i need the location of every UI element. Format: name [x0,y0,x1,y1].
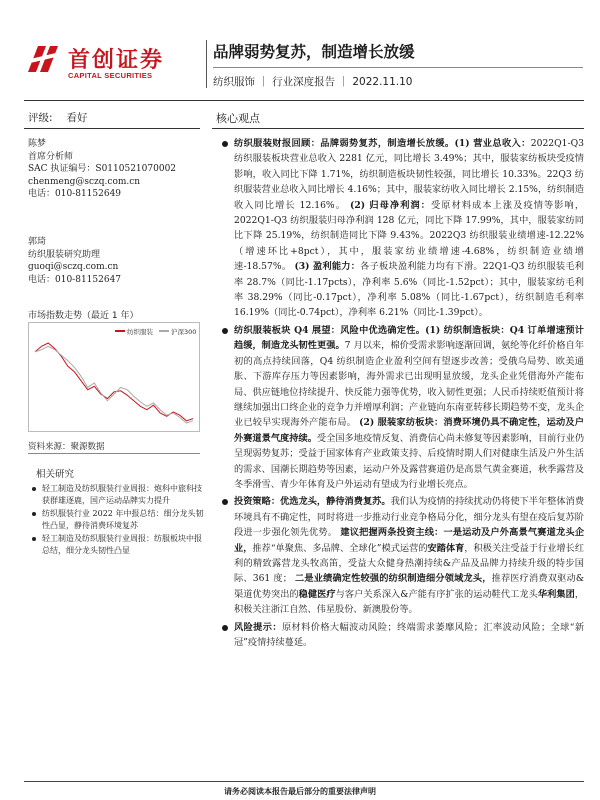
legend-label: 纺织服装 [127,328,153,336]
rating-value: 看好 [66,112,88,124]
legend-label: 沪深300 [171,328,197,336]
bullet-icon [32,512,36,516]
series-line [35,343,193,421]
related-research-list [28,483,204,558]
series-line [35,346,193,423]
analyst-block [28,138,176,201]
chart-title: 市场指数走势（最近 1 年） [28,311,139,321]
company-logo [24,40,204,88]
related-research-item[interactable]: 轻工制造及纺织服装行业周报：炮科中旅科技获群雄逐鹿，国产运动品牌实力提升 [28,483,204,506]
analyst-email[interactable]: chenmeng@sczq.com.cn [28,176,141,187]
bullet-q4-outlook: 纺织服装板块 Q4 展望：风险中优选确定性。(1) 纺织制造板块：Q4 订单增速预计趋缓，制造龙头韧性更强。7 月以来，棉价受需求影响逐渐回调，氨纶等化纤价格自年初的高点持续回落，Q4 纺织制造企业盈利空间有望逐步改善；受俄乌局势、欧美通胀、下游库存压力等因素影响，海外需求已出现明显放缓，龙头企业凭借海外产能布局、供应链地位持续提升、快反能力强等优势，收入韧性更强；人民币持续贬值预计将继续加强出口终企业的竞争力并增厚利润；产业链向东南亚转移长期趋势不变，龙头企业已较早实现海外产能布局。 (2) 服装家纺板块：消费环境仍具不确定性，运动及户外赛道景气度持续。受全国多地疫情反复、消费信心尚未修复等因素影响，目前行业仍呈现弱势复苏；受益于国家体育产业政策支持、后疫情时期人们对健康生活及户外生活的需求、国潮长期趋势等因素，运动户外及露营赛道仍是高景气黄金赛道，秋季露营及冬季滑雪、青少年体育及户外运动有望成为行业增长亮点。 [216,323,584,492]
bullet-icon [222,328,228,334]
chart-source: 资料来源：聚源数据 [28,442,105,452]
analyst-role: 纺织服装研究助理 [28,249,101,260]
rating-label: 评级: [28,112,53,124]
core-views-body [216,136,584,650]
legal-disclaimer: 请务必阅读本报告最后部分的重要法律声明 [224,786,376,796]
index-trend-chart [28,322,200,432]
footer-rule [24,781,584,782]
sidebar-rule [24,128,200,129]
report-title: 品牌弱势复苏，制造增长放缓 [213,43,415,61]
capital-securities-logo-icon [24,42,64,76]
chart-source-rule [28,453,200,454]
related-research-item[interactable]: 轻工制造及纺织服装行业周报：纺服板块中报总结，细分龙头韧性凸显 [28,533,204,556]
brand-name-en: CAPITAL SECURITIES [68,71,153,80]
analyst-name: 陈梦 [28,139,47,149]
related-research-title: 相关研究 [36,469,75,480]
bullet-icon [222,141,228,147]
main-rule [212,128,584,129]
bullet-icon [222,625,228,631]
bullet-icon [32,487,36,491]
bullet-financial-review: 纺织服装财报回顾：品牌弱势复苏，制造增长放缓。(1) 营业总收入：2022Q1-Q3 纺织服装板块营业总收入 2281 亿元，同比增长 3.49%；其中，服装家纺板块受疫情影响，收入同比下降 1.71%，纺织制造板块韧性较强，同比增长 10.33%。22Q3 纺织服装营业总收入同比增长 4.16%；其中，服装家纺收入同比增长 2.15%，纺织制造收入同比增长 12.16%。 (2) 归母净利润：受原材料成本上涨及疫情等影响，2022Q1-Q3 纺织服装归母净利润 128 亿元，同比下降 17.99%，其中，服装家纺同比下降 25.19%，纺织制造同比下降 9.43%。2022Q3 纺织服装业绩增速-12.22%（增速环比+8pct），其中，服装家纺业绩增速-4.68%，纺织制造业绩增速-18.57%。 (3) 盈利能力：各子板块盈利能力均有下滑。22Q1-Q3 纺织服装毛利率 28.7%（同比-1.17pcts），净利率 5.6%（同比-1.52pct）；其中，服装家纺毛利率 38.29%（同比-0.17pct），净利率 5.08%（同比-1.67pct），纺织制造毛利率 16.19%（同比-0.74pct），净利率 6.21%（同比-1.39pct）。 [216,136,584,321]
analyst-phone: 电话：010-81152649 [28,189,122,199]
report-subtitle: 纺织服饰 ｜ 行业深度报告 ｜ 2022.11.10 [213,76,413,88]
bullet-investment-strategy: 投资策略：优选龙头，静待消费复苏。我们认为疫情的持续扰动仍将使下半年整体消费环境具有不确定性，同时将进一步推动行业竞争格局分化，细分龙头有望在疫后复苏阶段进一步强化领先优势。 建议把握两条投资主线：一是运动及户外高景气赛道龙头企业，推荐“单聚焦、多品牌、全球化”模式运营的安踏体育，积极关注受益于行业增长红利的精致露营龙头牧高笛，受益大众健身热潮持续&产品及品牌力持续升级的特步国际、361 度； 二是业绩确定性较强的纺织制造细分领域龙头，推荐医疗消费双驱动&渠道优势突出的稳健医疗与客户关系深入&产能有序扩张的运动鞋代工龙头华利集团，积极关注浙江自然、伟星股份、新澳股份等。 [216,494,584,617]
header-divider [206,40,207,88]
rating [28,110,88,125]
analyst-block [28,236,121,286]
core-views-title: 核心观点 [216,112,260,125]
analyst-name: 郭琦 [28,237,47,247]
bullet-risk-warning: 风险提示：原材料价格大幅波动风险；终端需求萎靡风险；汇率波动风险；全球“新冠”疫情持续蔓延。 [216,620,584,651]
analyst-email[interactable]: guoqi@sczq.com.cn [28,262,119,272]
header-rule [24,100,584,101]
analyst-phone: 电话：010-81152647 [28,274,122,285]
chart-svg [29,323,199,431]
brand-name-cn: 首创证券 [68,48,165,73]
bullet-icon [222,499,228,505]
bullet-icon [32,537,36,541]
analyst-cert: SAC 执证编号：S0110521070002 [28,164,177,174]
title-rule [213,67,583,68]
related-research-item[interactable]: 纺织服装行业 2022 年中报总结：细分龙头韧性凸显，静待消费环境复苏 [28,508,204,531]
analyst-role: 首席分析师 [28,151,74,162]
